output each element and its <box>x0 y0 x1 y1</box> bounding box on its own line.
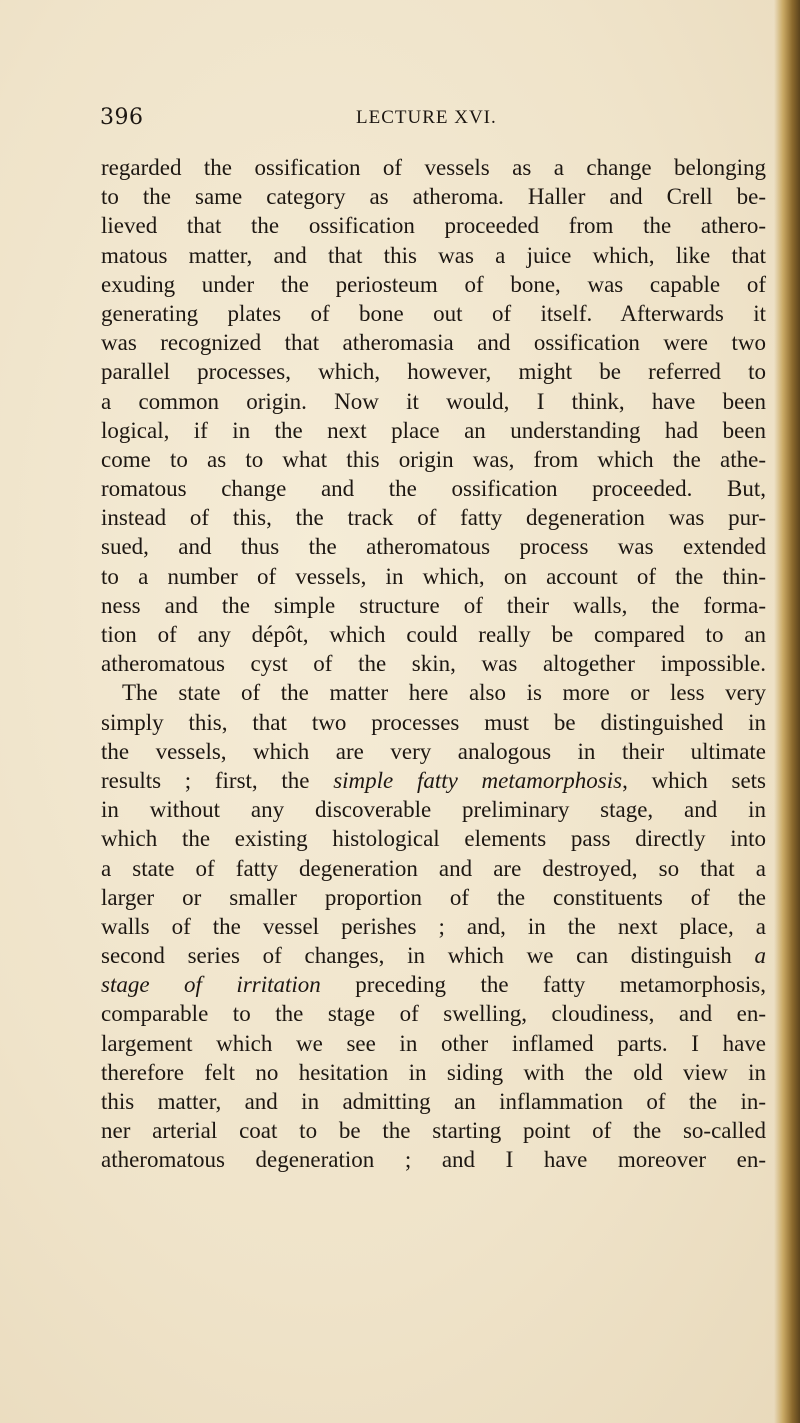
running-head <box>100 105 760 135</box>
text-line <box>101 591 766 620</box>
text-run: therefore felt no hesitation in siding with the old view in <box>101 1059 766 1085</box>
text-run: to a number of vessels, in which, on account of the thin- <box>101 563 766 589</box>
text-line <box>101 708 766 737</box>
text-line <box>101 503 766 532</box>
text-line <box>101 1029 766 1058</box>
text-line <box>101 416 766 445</box>
text-line <box>101 824 766 853</box>
text-line <box>101 999 766 1028</box>
italic-text: simple fatty metamorphosis <box>333 767 623 793</box>
text-line <box>101 562 766 591</box>
text-line <box>101 1058 766 1087</box>
text-line <box>101 153 766 182</box>
text-line <box>101 795 766 824</box>
text-line <box>101 678 766 707</box>
text-run: instead of this, the track of fatty degeneration was pur- <box>101 505 766 531</box>
text-run: was recognized that atheromasia and ossification were two <box>101 330 766 356</box>
text-line <box>101 445 766 474</box>
text-run: results ; first, the <box>101 767 334 793</box>
text-line <box>101 620 766 649</box>
text-line <box>101 1087 766 1116</box>
text-line <box>101 182 766 211</box>
text-line <box>101 1145 766 1174</box>
text-line <box>101 737 766 766</box>
text-run: a common origin. Now it would, I think, have been <box>101 388 766 414</box>
text-line <box>101 649 766 678</box>
text-run: atheromatous degeneration ; and I have moreover en- <box>101 1147 766 1173</box>
text-line <box>101 941 766 970</box>
text-run: logical, if in the next place an understanding had been <box>101 417 766 443</box>
text-run: The state of the matter here also is more or less very <box>122 680 766 706</box>
text-run: ness and the simple structure of their walls, the forma- <box>101 592 766 618</box>
text-line <box>101 532 766 561</box>
page-number: 396 <box>100 105 144 130</box>
text-run: generating plates of bone out of itself. Afterwards it <box>101 300 766 326</box>
text-line <box>101 387 766 416</box>
text-line <box>101 970 766 999</box>
text-line <box>101 1116 766 1145</box>
text-run: sued, and thus the atheromatous process was extended <box>101 534 766 560</box>
text-run: tion of any dépôt, which could really be compared to an <box>101 622 766 647</box>
text-line <box>101 299 766 328</box>
text-run: , which sets <box>622 767 766 793</box>
text-run: preceding the fatty metamorphosis, <box>320 972 766 998</box>
text-run: a state of fatty degeneration and are destroyed, so that a <box>101 855 766 881</box>
text-line <box>101 211 766 240</box>
running-title: LECTURE XVI. <box>356 107 497 128</box>
text-run: second series of changes, in which we can distinguish <box>101 943 755 969</box>
text-run: this matter, and in admitting an inflammation of the in- <box>101 1089 766 1114</box>
text-line <box>101 357 766 386</box>
text-run: matous matter, and that this was a juice which, like that <box>101 242 766 268</box>
text-run: exuding under the periosteum of bone, was capable of <box>101 271 766 297</box>
text-run: lieved that the ossification proceeded from the athero- <box>101 213 766 239</box>
text-line <box>101 474 766 503</box>
text-line <box>101 328 766 357</box>
text-run: regarded the ossification of vessels as a change belonging <box>101 155 766 180</box>
text-run: ner arterial coat to be the starting point of the so-called <box>101 1118 766 1144</box>
italic-text: stage of irritation <box>101 972 321 998</box>
text-run: the vessels, which are very analogous in their ultimate <box>101 738 766 764</box>
page-binding-edge <box>774 0 800 1423</box>
text-run: atheromatous cyst of the skin, was altogether impossible. <box>101 651 766 677</box>
text-line <box>101 766 766 795</box>
text-run: comparable to the stage of swelling, cloudiness, and en- <box>101 1001 766 1027</box>
italic-text: a <box>754 943 766 969</box>
text-line <box>101 912 766 941</box>
text-run: romatous change and the ossification proceeded. But, <box>101 476 766 502</box>
text-run: largement which we see in other inflamed parts. I have <box>101 1030 766 1056</box>
text-line <box>101 241 766 270</box>
body-text <box>101 153 766 1175</box>
text-run: larger or smaller proportion of the constituents of the <box>101 884 766 910</box>
text-run: come to as to what this origin was, from which the athe- <box>101 446 766 472</box>
text-run: parallel processes, which, however, might be referred to <box>101 359 766 385</box>
text-run: in without any discoverable preliminary stage, and in <box>101 797 766 823</box>
text-line <box>101 883 766 912</box>
text-line <box>101 854 766 883</box>
text-run: to the same category as atheroma. Haller and Crell be- <box>101 184 766 210</box>
text-line <box>101 270 766 299</box>
text-run: simply this, that two processes must be distinguished in <box>101 709 766 735</box>
text-run: walls of the vessel perishes ; and, in the next place, a <box>101 913 766 939</box>
text-run: which the existing histological elements pass directly into <box>101 826 766 852</box>
